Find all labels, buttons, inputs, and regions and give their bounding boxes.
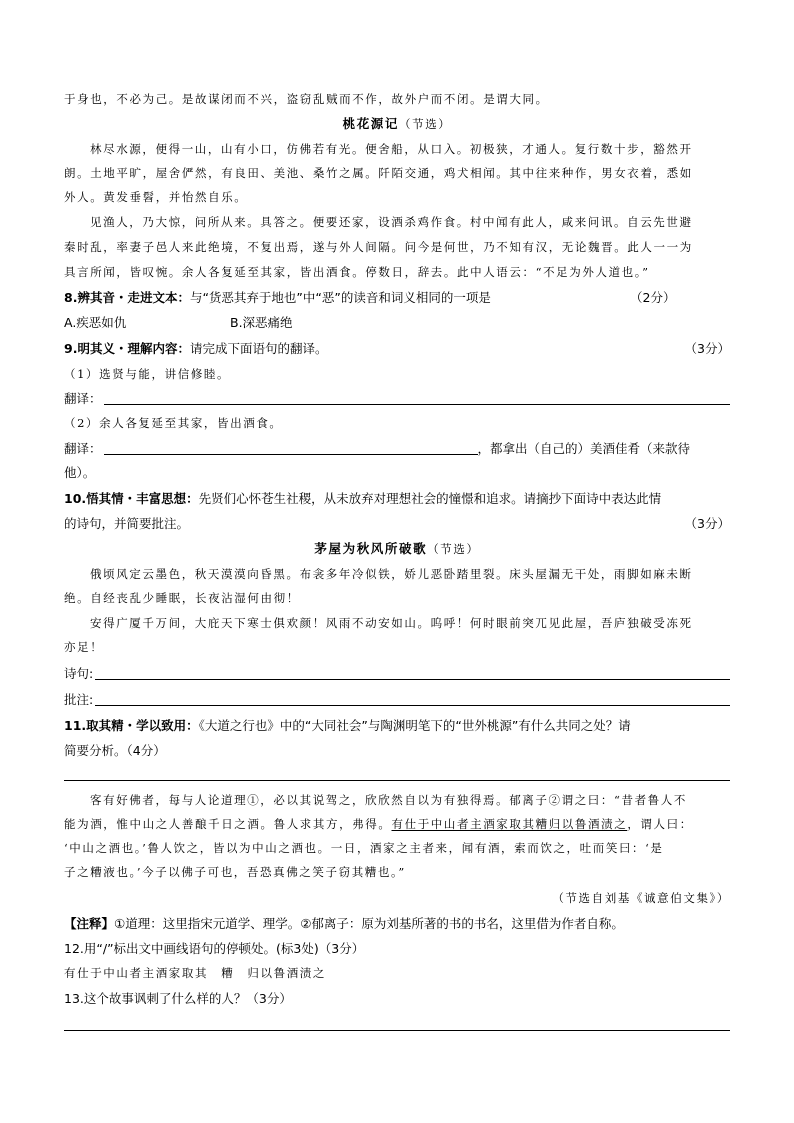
passage-line-2: [64, 814, 730, 834]
q9-answer-1-label: 翻译：: [64, 391, 102, 406]
q8-option-b[interactable]: B.深恶痛绝: [230, 315, 293, 330]
passage-source: （节选自刘基《诚意伯文集》）: [552, 891, 730, 905]
q9-text: 请完成下面语句的翻译。: [189, 341, 328, 356]
notes-line: [64, 914, 730, 934]
notes-text: ①道理：这里指宋元道学、理学。②郁离子：原为刘基所著的书的书名，这里借为作者自称。: [114, 916, 624, 931]
q12-line: 12.用“/”标出文中画线语句的停顿处。(标3处)（3分）: [64, 941, 365, 956]
poem-title-note: （节选）: [427, 542, 480, 556]
q10-note-row: [64, 690, 730, 710]
q9-answer-2-row: [64, 439, 730, 459]
q10-line-2: [64, 514, 730, 534]
q10-text-1: 先贤们心怀苍生社稷，从未放弃对理想社会的憧憬和追求。请摘抄下面诗中表达此情: [198, 491, 662, 506]
passage-line-3: ‘中山之酒也。’鲁人饮之，皆以为中山之酒也。一日，酒家之主者来，闻有酒，索而饮之，吐而笑曰：‘是: [64, 841, 664, 855]
intro-tail-line: 于身也，不必为己。是故谋闭而不兴，盗窃乱贼而不作，故外户而不闭。是谓大同。: [64, 92, 549, 106]
passage-line-2b: ，谓人曰：: [627, 817, 693, 831]
q8-line: [64, 288, 730, 308]
q11-head: 11.取其精・学以致用：: [64, 718, 199, 733]
q8-head: 8.辨其音・走进文本：: [64, 290, 190, 305]
poem-line-1: 俄顷风定云墨色，秋天漠漠向昏黑。布衾多年冷似铁，娇儿恶卧踏里裂。床头屋漏无干处，雨脚如麻未断: [90, 567, 693, 581]
passage-underlined-sentence: 有仕于中山者主酒家取其糟归以鲁酒渍之: [391, 817, 628, 831]
taohua-title-text: 桃花源记: [342, 116, 399, 131]
q12-sentence: 有仕于中山者主酒家取其 糟 归以鲁酒渍之: [64, 966, 326, 980]
taohua-p2-line1: 见渔人，乃大惊，问所从来。具答之。便要还家，设酒杀鸡作食。村中闻有此人，咸来问讯。自云先世避: [90, 215, 693, 229]
passage-line-4: 子之糟液也。’今子以佛子可也，吾恐真佛之笑子窃其糟也。”: [64, 865, 406, 879]
poem-line-4: 亦足！: [64, 640, 104, 654]
q10-line-1: [64, 489, 730, 509]
q9-answer-2-tail-2: 他）。: [64, 465, 96, 480]
taohua-title: [64, 114, 730, 134]
poem-line-3: 安得广厦千万间，大庇天下寒士俱欢颜！风雨不动安如山。呜呼！何时眼前突兀见此屋，吾庐独破受冻死: [90, 616, 693, 630]
q10-text-2: 的诗句，并简要批注。: [64, 516, 190, 531]
taohua-title-note: （节选）: [399, 117, 452, 131]
q13-line: 13.这个故事讽刺了什么样的人？（3分）: [64, 991, 292, 1006]
q9-sentence-1: （1）选贤与能，讲信修睦。: [64, 367, 231, 381]
taohua-p1-line2: 朗。土地平旷，屋舍俨然，有良田、美池、桑竹之属。阡陌交通，鸡犬相闻。其中往来种作，男女衣着，悉如: [64, 166, 693, 180]
q10-verse-blank[interactable]: [95, 679, 730, 680]
q11-text-1: 《大道之行也》中的“大同社会”与陶渊明笔下的“世外桃源”有什么共同之处？请: [198, 718, 631, 733]
passage-line-2a: 能为酒，惟中山之人善酿千日之酒。鲁人求其方，弗得。: [64, 817, 392, 831]
q10-verse-label: 诗句:: [64, 666, 94, 681]
q10-verse-row: [64, 664, 730, 684]
q11-answer-line[interactable]: [64, 780, 730, 781]
q9-score: （3分）: [684, 341, 730, 356]
q9-line: [64, 339, 730, 359]
q9-head: 9.明其义・理解内容：: [64, 341, 190, 356]
q13-answer-line[interactable]: [64, 1030, 730, 1031]
q8-text: 与“货恶其弃于地也”中“恶”的读音和词义相同的一项是: [189, 290, 491, 305]
poem-title: [64, 539, 730, 559]
passage-line-1: 客有好佛者，每与人论道理①，必以其说驾之，欣欣然自以为有独得焉。郁离子②谓之曰：“昔者鲁人不: [90, 793, 687, 807]
q10-note-label: 批注:: [64, 692, 94, 707]
q8-score: （2分）: [630, 290, 676, 305]
q9-sentence-2: （2）余人各复延至其家，皆出酒食。: [64, 416, 283, 430]
q10-head: 10.悟其情・丰富思想：: [64, 491, 199, 506]
taohua-p1-line3: 外人。黄发垂髫，并怡然自乐。: [64, 190, 248, 204]
taohua-p1-line1: 林尽水源，便得一山，山有小口，仿佛若有光。便舍船，从口入。初极狭，才通人。复行数十步，豁然开: [90, 142, 693, 156]
q9-answer-2-label: 翻译：: [64, 441, 102, 456]
q11-line-1: [64, 716, 730, 736]
notes-head: 【注释】: [64, 916, 115, 931]
q10-note-blank[interactable]: [95, 705, 730, 706]
q9-answer-1-blank[interactable]: [104, 404, 730, 405]
q9-answer-1-row: [64, 389, 730, 409]
q8-option-a[interactable]: A.疾恶如仇: [64, 315, 127, 330]
q8-options: [64, 313, 730, 333]
q10-score: （3分）: [684, 516, 730, 531]
q9-answer-2-tail: ，都拿出（自己的）美酒佳肴（来款待: [477, 441, 691, 456]
q11-line-2: 简要分析。（4分）: [64, 743, 166, 758]
taohua-p2-line2: 秦时乱，率妻子邑人来此绝境，不复出焉，遂与外人间隔。问今是何世，乃不知有汉，无论魏晋。此人一一为: [64, 240, 693, 254]
taohua-p2-line3: 具言所闻，皆叹惋。余人各复延至其家，皆出酒食。停数日，辞去。此中人语云：“不足为外人道也。”: [64, 265, 650, 279]
q9-answer-2-blank[interactable]: [104, 454, 478, 455]
poem-title-text: 茅屋为秋风所破歌: [314, 541, 428, 556]
poem-line-2: 绝。自经丧乱少睡眠，长夜沾湿何由彻！: [64, 591, 300, 605]
